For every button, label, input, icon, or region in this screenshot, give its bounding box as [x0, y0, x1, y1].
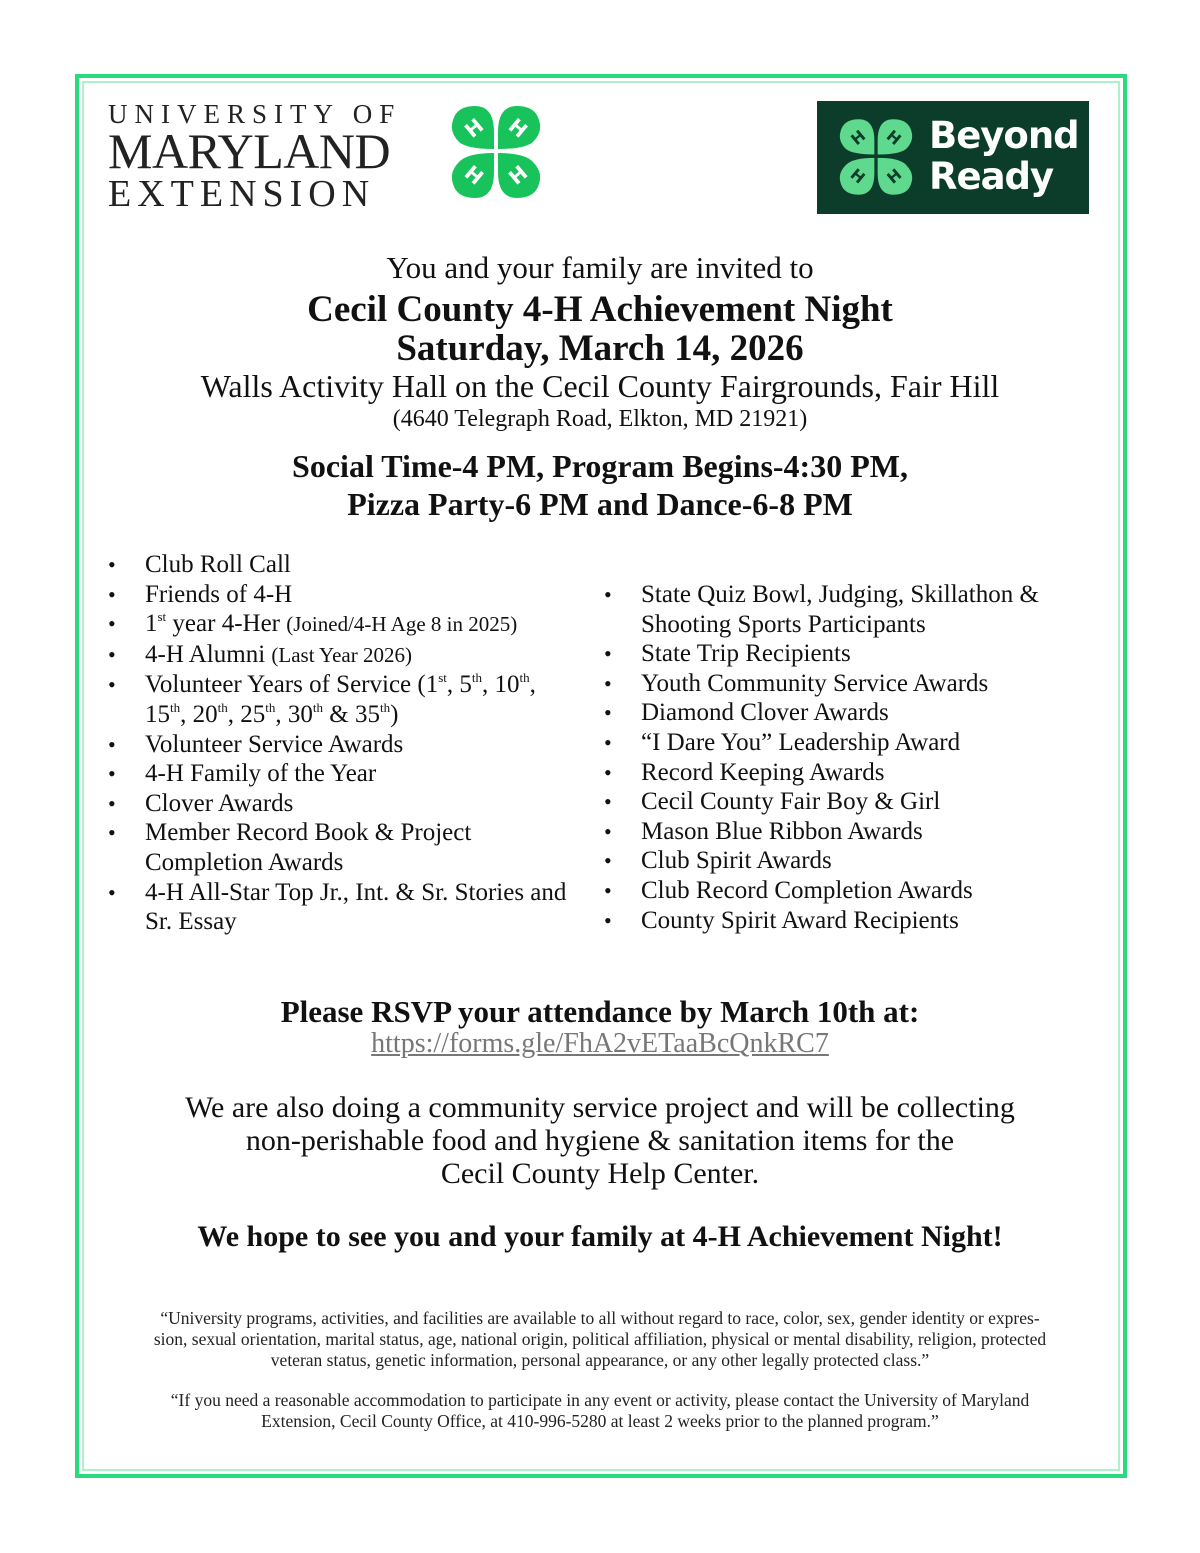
beyond-ready-text	[929, 115, 1079, 197]
list-item	[604, 787, 1094, 817]
invite-intro: You and your family are invited to	[386, 250, 814, 285]
accommodation-line-1: “If you need a reasonable accommodation to participate in any event or activity, please contact the University of Maryland	[170, 1390, 1030, 1410]
svg-text:H: H	[847, 126, 870, 149]
event-venue: Walls Activity Hall on the Cecil County Fairgrounds, Fair Hill	[200, 368, 1000, 404]
svg-text:H: H	[459, 113, 489, 143]
list-item	[108, 580, 588, 610]
list-item-text: Club Roll Call	[145, 551, 291, 578]
list-item-text: “I Dare You” Leadership Award	[641, 728, 961, 756]
list-item-text: Volunteer Years of Service (	[145, 671, 426, 699]
list-item	[604, 876, 1094, 906]
list-item: • Volunteer Years of Service (1st, 5th, 10th, 15th, 20th, 25th, 30th & 35th)	[108, 670, 588, 729]
list-item-text: Diamond Clover Awards	[641, 699, 889, 727]
rsvp-link-text[interactable]: https://forms.gle/FhA2vETaaBcQnkRC7	[371, 1028, 829, 1059]
conjunction: &	[323, 700, 355, 728]
list-item-text: Youth Community Service Awards	[641, 669, 989, 697]
svg-text:H: H	[882, 126, 905, 149]
list-item	[108, 730, 588, 760]
ordinal-number: 20	[192, 700, 218, 728]
list-item-text: Club Record Completion Awards	[641, 876, 973, 904]
community-line-1: We are also doing a community service project and will be collecting	[185, 1091, 1015, 1124]
list-item-text: Clover Awards	[145, 789, 294, 817]
list-item-text: Volunteer Service Awards	[145, 730, 404, 758]
community-service-text	[75, 1091, 1125, 1190]
schedule-line-1: Social Time-4 PM, Program Begins-4:30 PM,	[292, 448, 908, 484]
event-title: Cecil County 4-H Achievement Night	[307, 289, 893, 330]
ordinal-suffix: th	[471, 670, 483, 686]
disclaimer-line-3: veteran status, genetic information, personal appearance, or any other legally protected class.”	[270, 1350, 930, 1370]
closing-message: We hope to see you and your family at 4-H Achievement Night!	[197, 1220, 1003, 1253]
svg-text:H: H	[503, 160, 533, 190]
schedule-line-2: Pizza Party-6 PM and Dance-6-8 PM	[347, 486, 853, 522]
list-item-text: 4-H All-Star Top Jr., Int. & Sr. Stories and Sr. Essay	[145, 878, 567, 936]
list-item-text: State Quiz Bowl, Judging, Skillathon & Shooting Sports Participants	[641, 581, 1039, 638]
event-address: (4640 Telegraph Road, Elkton, MD 21921)	[392, 406, 808, 432]
list-item	[604, 846, 1094, 876]
list-item-text: Record Keeping Awards	[641, 758, 885, 786]
list-item-note: (Joined/4-H Age 8 in 2025)	[286, 612, 518, 637]
list-item	[604, 906, 1094, 936]
rsvp-heading: Please RSVP your attendance by March 10th at:	[280, 994, 920, 1029]
ordinal-number: 5	[459, 671, 472, 699]
disclaimer-line-1: “University programs, activities, and facilities are available to all without regard to race, color, sex, gender identity or expres-	[160, 1308, 1040, 1328]
ordinal-suffix: th	[519, 670, 530, 686]
list-item	[604, 758, 1094, 788]
svg-text:H: H	[846, 165, 869, 188]
ordinal-number: 1	[145, 610, 158, 638]
award-list-left	[108, 550, 588, 937]
ordinal-number: 25	[240, 700, 266, 728]
umd-extension-logo	[108, 100, 401, 214]
list-item-text: year 4-Her	[166, 610, 287, 638]
list-item	[108, 759, 588, 789]
list-item	[108, 550, 588, 580]
ordinal-suffix: th	[379, 699, 391, 715]
list-item-close: )	[390, 700, 399, 728]
list-item	[108, 789, 588, 819]
ready-text: Ready	[929, 155, 1054, 198]
ordinal-number: 15	[145, 700, 170, 728]
list-item	[604, 580, 1094, 639]
ordinal-suffix: th	[170, 699, 181, 715]
list-item	[604, 669, 1094, 699]
event-date: Saturday, March 14, 2026	[396, 328, 804, 369]
list-item-text: Cecil County Fair Boy & Girl	[641, 788, 941, 816]
list-item	[604, 817, 1094, 847]
list-item	[604, 639, 1094, 669]
ordinal-suffix: th	[312, 699, 323, 715]
list-item-note: (Last Year 2026)	[271, 642, 412, 667]
list-item-text: County Spirit Award Recipients	[641, 906, 959, 934]
list-item	[108, 818, 588, 877]
ordinal-suffix: th	[265, 699, 276, 715]
award-list-right	[604, 580, 1094, 935]
4h-clover-icon	[445, 102, 545, 202]
accommodation-line-2: Extension, Cecil County Office, at 410-996-5280 at least 2 weeks prior to the planned program.”	[261, 1411, 939, 1431]
ordinal-suffix: th	[217, 699, 228, 715]
list-item	[108, 878, 588, 937]
ordinal-number: 10	[494, 671, 520, 699]
ordinal-number: 1	[425, 671, 439, 699]
community-line-3: Cecil County Help Center.	[440, 1157, 760, 1190]
accommodation-statement	[75, 1390, 1125, 1432]
list-item	[108, 609, 588, 640]
community-line-2: non-perishable food and hygiene & sanitation items for the	[245, 1124, 955, 1157]
svg-text:H: H	[503, 113, 533, 143]
list-item-text: 4-H Alumni	[145, 640, 272, 668]
svg-text:H: H	[459, 160, 489, 190]
ordinal-number: 30	[287, 700, 313, 728]
list-item-text: Member Record Book & Project Completion Awards	[145, 819, 472, 876]
beyond-ready-clover-icon	[835, 115, 917, 199]
logo-line-university-of: UNIVERSITY OF	[108, 99, 402, 129]
list-item-text: Club Spirit Awards	[641, 847, 832, 875]
list-item	[108, 640, 588, 671]
nondiscrimination-statement	[75, 1308, 1125, 1371]
beyond-text: Beyond	[929, 114, 1079, 157]
list-item	[604, 698, 1094, 728]
svg-text:H: H	[883, 165, 906, 188]
list-item	[604, 728, 1094, 758]
list-item-text: Mason Blue Ribbon Awards	[641, 817, 923, 845]
list-item-text: Friends of 4-H	[145, 580, 293, 608]
ordinal-number: 35	[354, 700, 380, 728]
beyond-ready-logo	[817, 101, 1089, 214]
event-schedule	[75, 447, 1125, 523]
ordinal-suffix: st	[438, 670, 447, 686]
list-item-text: State Trip Recipients	[641, 640, 851, 668]
logo-line-maryland: MARYLAND	[108, 123, 391, 179]
list-item-text: 4-H Family of the Year	[145, 760, 377, 788]
logo-line-extension: EXTENSION	[108, 173, 376, 215]
disclaimer-line-2: sion, sexual orientation, marital status, age, national origin, political affiliation, physical or mental disability, religion, protected	[153, 1329, 1047, 1349]
rsvp-link[interactable]	[75, 1028, 1125, 1060]
ordinal-suffix: st	[157, 609, 167, 625]
